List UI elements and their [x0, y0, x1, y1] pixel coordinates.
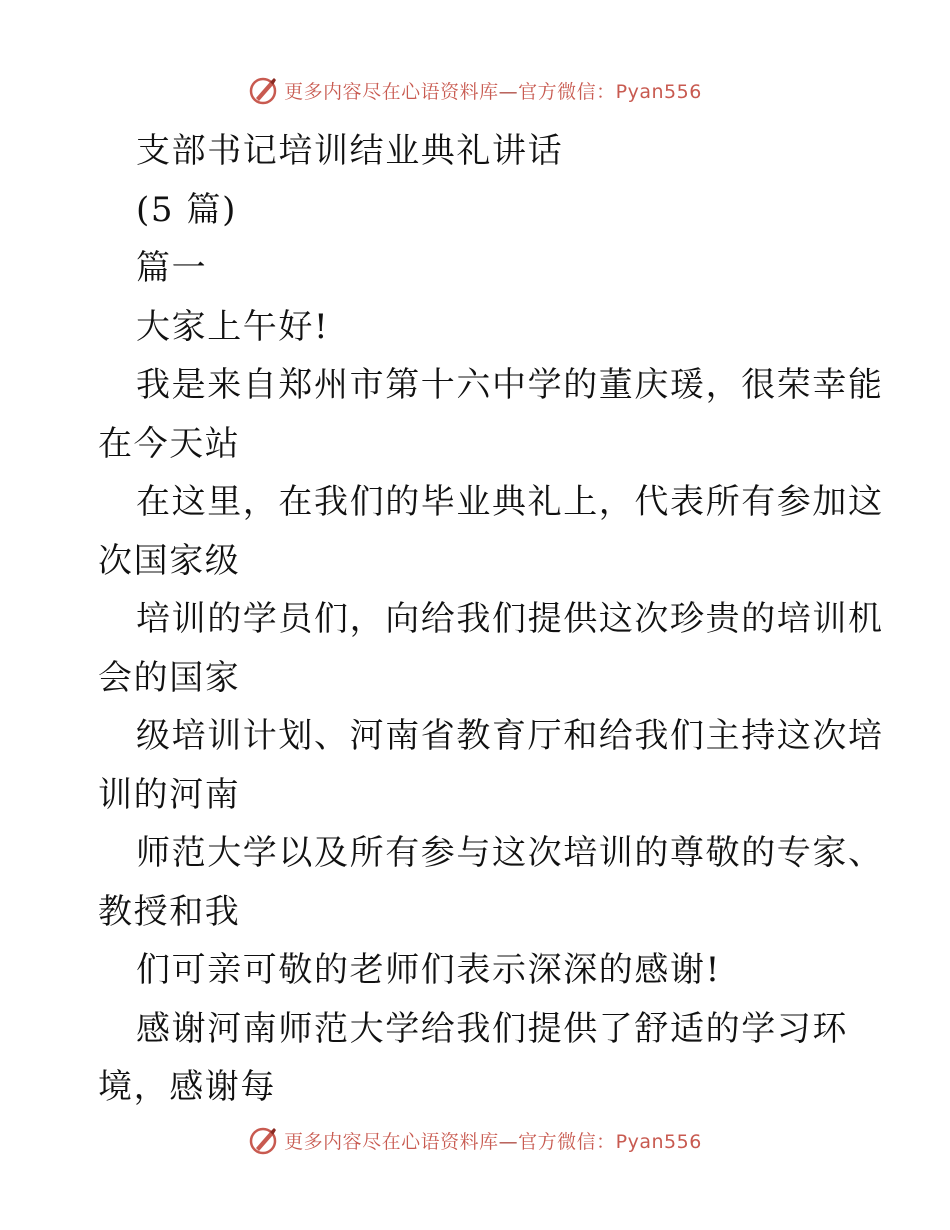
text-line: 会的国家 — [98, 657, 241, 698]
text-line: 培训的学员们，向给我们提供这次珍贵的培训机 — [136, 599, 884, 639]
text-line: 在这里，在我们的毕业典礼上，代表所有参加这 — [136, 482, 884, 522]
text-line: 在今天站 — [98, 423, 241, 464]
text-line: 师范大学以及所有参与这次培训的尊敬的专家、 — [136, 833, 884, 873]
text-line: 篇一 — [136, 248, 208, 288]
pen-logo-icon — [248, 1124, 280, 1156]
text-line: 教授和我 — [98, 891, 241, 932]
text-line: 级培训计划、河南省教育厅和给我们主持这次培 — [136, 716, 884, 756]
header-banner-text: 更多内容尽在心语资料库—官方微信：Pyan556 — [284, 80, 702, 103]
text-line: 训的河南 — [98, 774, 241, 815]
text-line: (5 篇) — [136, 189, 237, 230]
text-line: 我是来自郑州市第十六中学的董庆瑗，很荣幸能 — [136, 365, 884, 405]
pen-logo-icon — [248, 74, 280, 106]
header-banner — [0, 72, 950, 108]
document-title: 支部书记培训结业典礼讲话 — [136, 131, 564, 171]
document-body — [98, 122, 884, 1117]
text-line: 次国家级 — [98, 540, 241, 581]
footer-banner — [0, 1122, 950, 1158]
text-line: 们可亲可敬的老师们表示深深的感谢! — [136, 950, 721, 990]
footer-banner-text: 更多内容尽在心语资料库—官方微信：Pyan556 — [284, 1130, 702, 1153]
text-line: 境，感谢每 — [98, 1067, 276, 1107]
text-line: 大家上午好! — [136, 306, 330, 347]
text-line: 感谢河南师范大学给我们提供了舒适的学习环 — [136, 1008, 848, 1049]
